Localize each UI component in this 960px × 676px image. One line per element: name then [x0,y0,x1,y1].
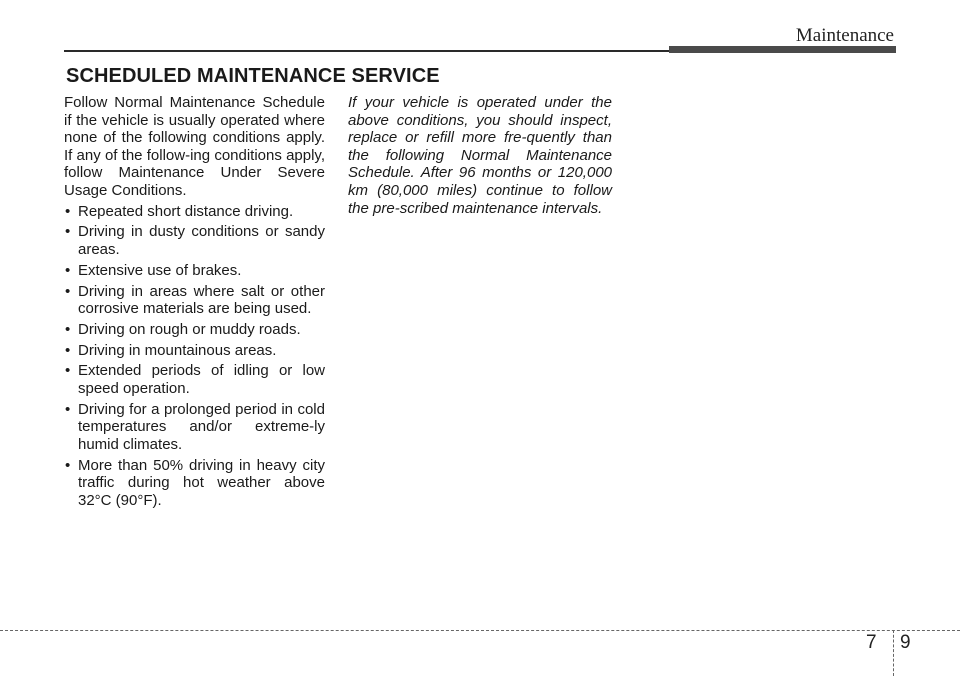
section-title: SCHEDULED MAINTENANCE SERVICE [66,65,440,87]
intro-paragraph: Follow Normal Maintenance Schedule if the vehicle is usually operated where none of the following conditions apply. If any of the follow-ing conditions apply, follow Maintenance Under Severe Usage Conditions. [64,94,325,199]
footer-rule [0,630,960,631]
list-item: • Extended periods of idling or low speed operation. [64,362,325,397]
page-number: 9 [900,632,911,653]
list-item: • Driving on rough or muddy roads. [64,321,325,339]
chapter-number: 7 [866,632,877,653]
list-item: • Extensive use of brakes. [64,262,325,280]
footer-divider [893,630,894,676]
running-header: Maintenance [795,25,894,46]
list-item: • Driving in areas where salt or other corrosive materials are being used. [64,283,325,318]
left-column [64,94,325,513]
severe-usage-note: If your vehicle is operated under the above conditions, you should inspect, replace or refill more fre-quently than the following Normal Maintenance Schedule. After 96 months or 120,000 km (80,000 miles) continue to follow the pre-scribed maintenance intervals. [348,94,612,217]
list-item: • More than 50% driving in heavy city traffic during hot weather above 32°C (90°F). [64,457,325,510]
header-rule-accent [669,46,896,53]
list-item: • Driving in dusty conditions or sandy areas. [64,223,325,258]
list-item: • Driving in mountainous areas. [64,342,325,360]
condition-list [64,203,325,510]
header-rule [64,50,669,52]
list-item: • Repeated short distance driving. [64,203,325,221]
list-item: • Driving for a prolonged period in cold temperatures and/or extreme-ly humid climates. [64,401,325,454]
